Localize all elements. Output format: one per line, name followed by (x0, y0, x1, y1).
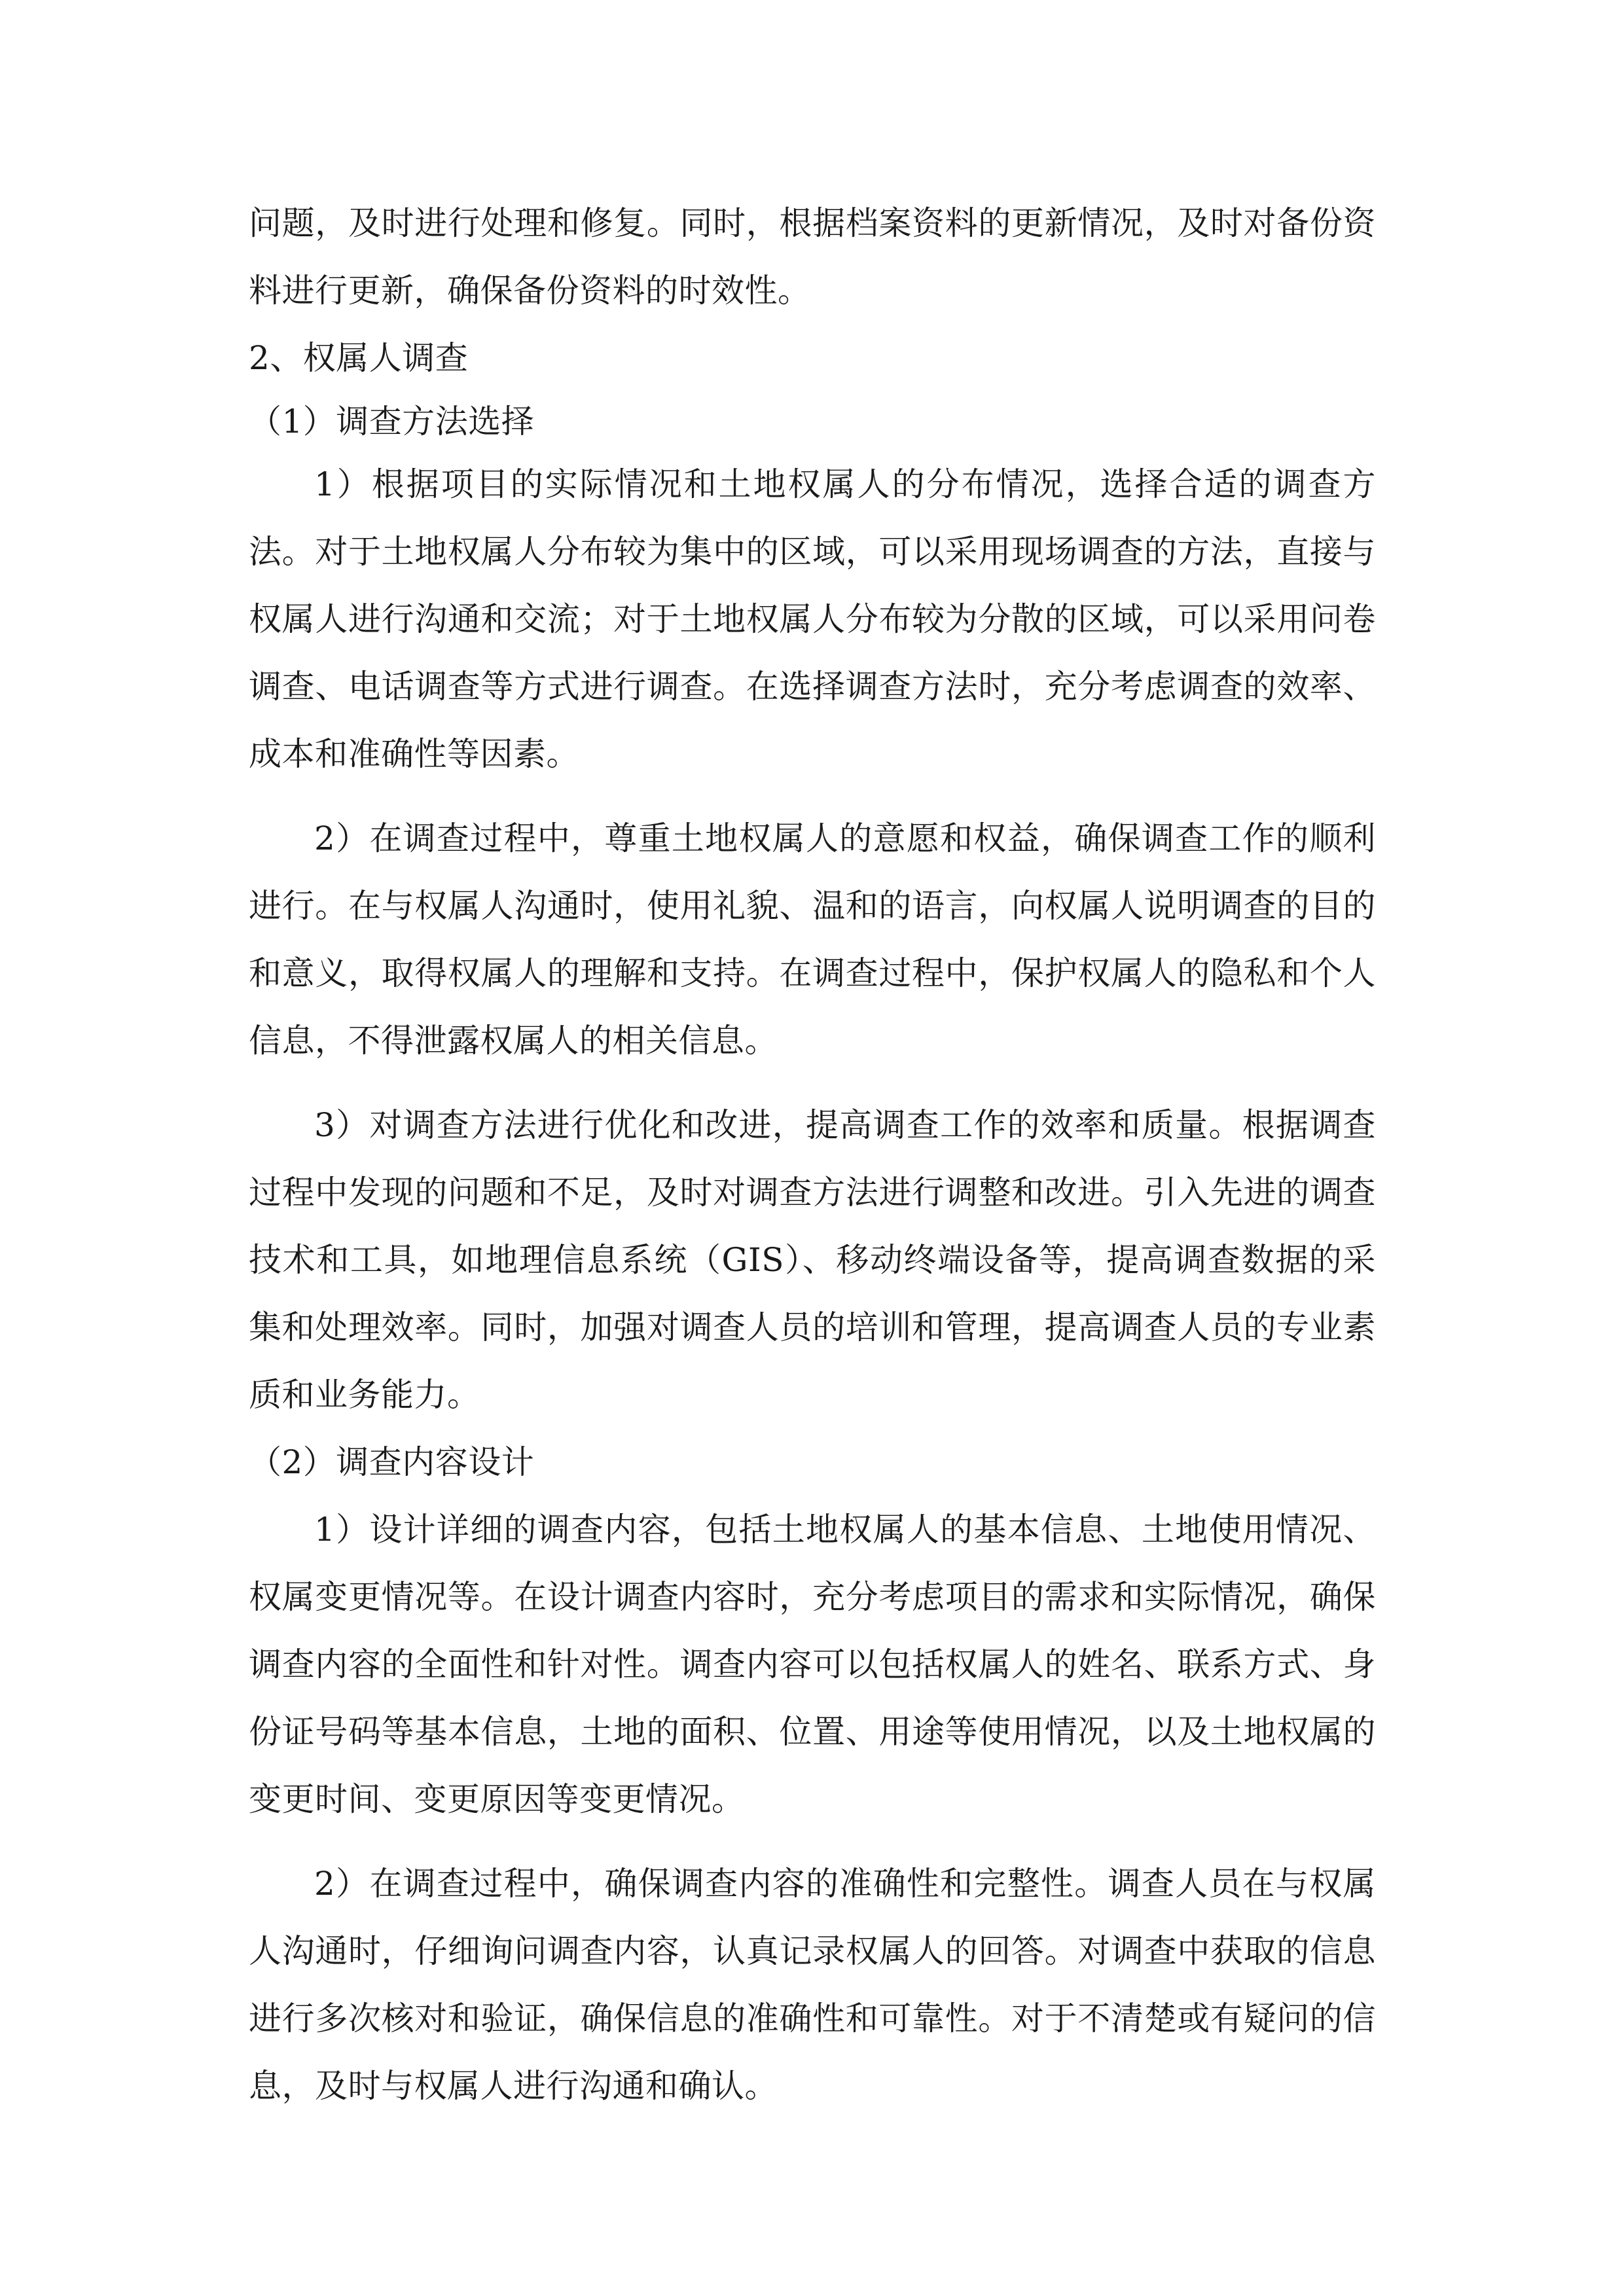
paragraph-method-1: 1）根据项目的实际情况和土地权属人的分布情况，选择合适的调查方法。对于土地权属人分布较为集中的区域，可以采用现场调查的方法，直接与权属人进行沟通和交流；对于土地权属人分布较为分散的区域，可以采用问卷调查、电话调查等方式进行调查。在选择调查方法时，充分考虑调查的效率、成本和准确性等因素。 (249, 465, 1376, 773)
paragraph-method-2: 2）在调查过程中，尊重土地权属人的意愿和权益，确保调查工作的顺利进行。在与权属人沟通时，使用礼貌、温和的语言，向权属人说明调查的目的和意义，取得权属人的理解和支持。在调查过程中，保护权属人的隐私和个人信息，不得泄露权属人的相关信息。 (249, 819, 1376, 1060)
paragraph-content-1: 1）设计详细的调查内容，包括土地权属人的基本信息、土地使用情况、权属变更情况等。在设计调查内容时，充分考虑项目的需求和实际情况，确保调查内容的全面性和针对性。调查内容可以包括权属人的姓名、联系方式、身份证号码等基本信息，土地的面积、位置、用途等使用情况，以及土地权属的变更时间、变更原因等变更情况。 (249, 1511, 1376, 1818)
section-heading-ownership-survey: 2、权属人调查 (249, 339, 469, 377)
subsection-heading-content-design: （2）调查内容设计 (249, 1443, 535, 1481)
paragraph-method-3: 3）对调查方法进行优化和改进，提高调查工作的效率和质量。根据调查过程中发现的问题和不足，及时对调查方法进行调整和改进。引入先进的调查技术和工具，如地理信息系统（GIS）、移动终端设备等，提高调查数据的采集和处理效率。同时，加强对调查人员的培训和管理，提高调查人员的专业素质和业务能力。 (249, 1106, 1376, 1414)
paragraph-continuation: 问题，及时进行处理和修复。同时，根据档案资料的更新情况，及时对备份资料进行更新，确保备份资料的时效性。 (249, 204, 1376, 310)
subsection-heading-method-selection: （1）调查方法选择 (249, 403, 535, 440)
document-body (249, 190, 1376, 2120)
paragraph-content-2: 2）在调查过程中，确保调查内容的准确性和完整性。调查人员在与权属人沟通时，仔细询问调查内容，认真记录权属人的回答。对调查中获取的信息进行多次核对和验证，确保信息的准确性和可靠性。对于不清楚或有疑问的信息，及时与权属人进行沟通和确认。 (249, 1865, 1376, 2105)
